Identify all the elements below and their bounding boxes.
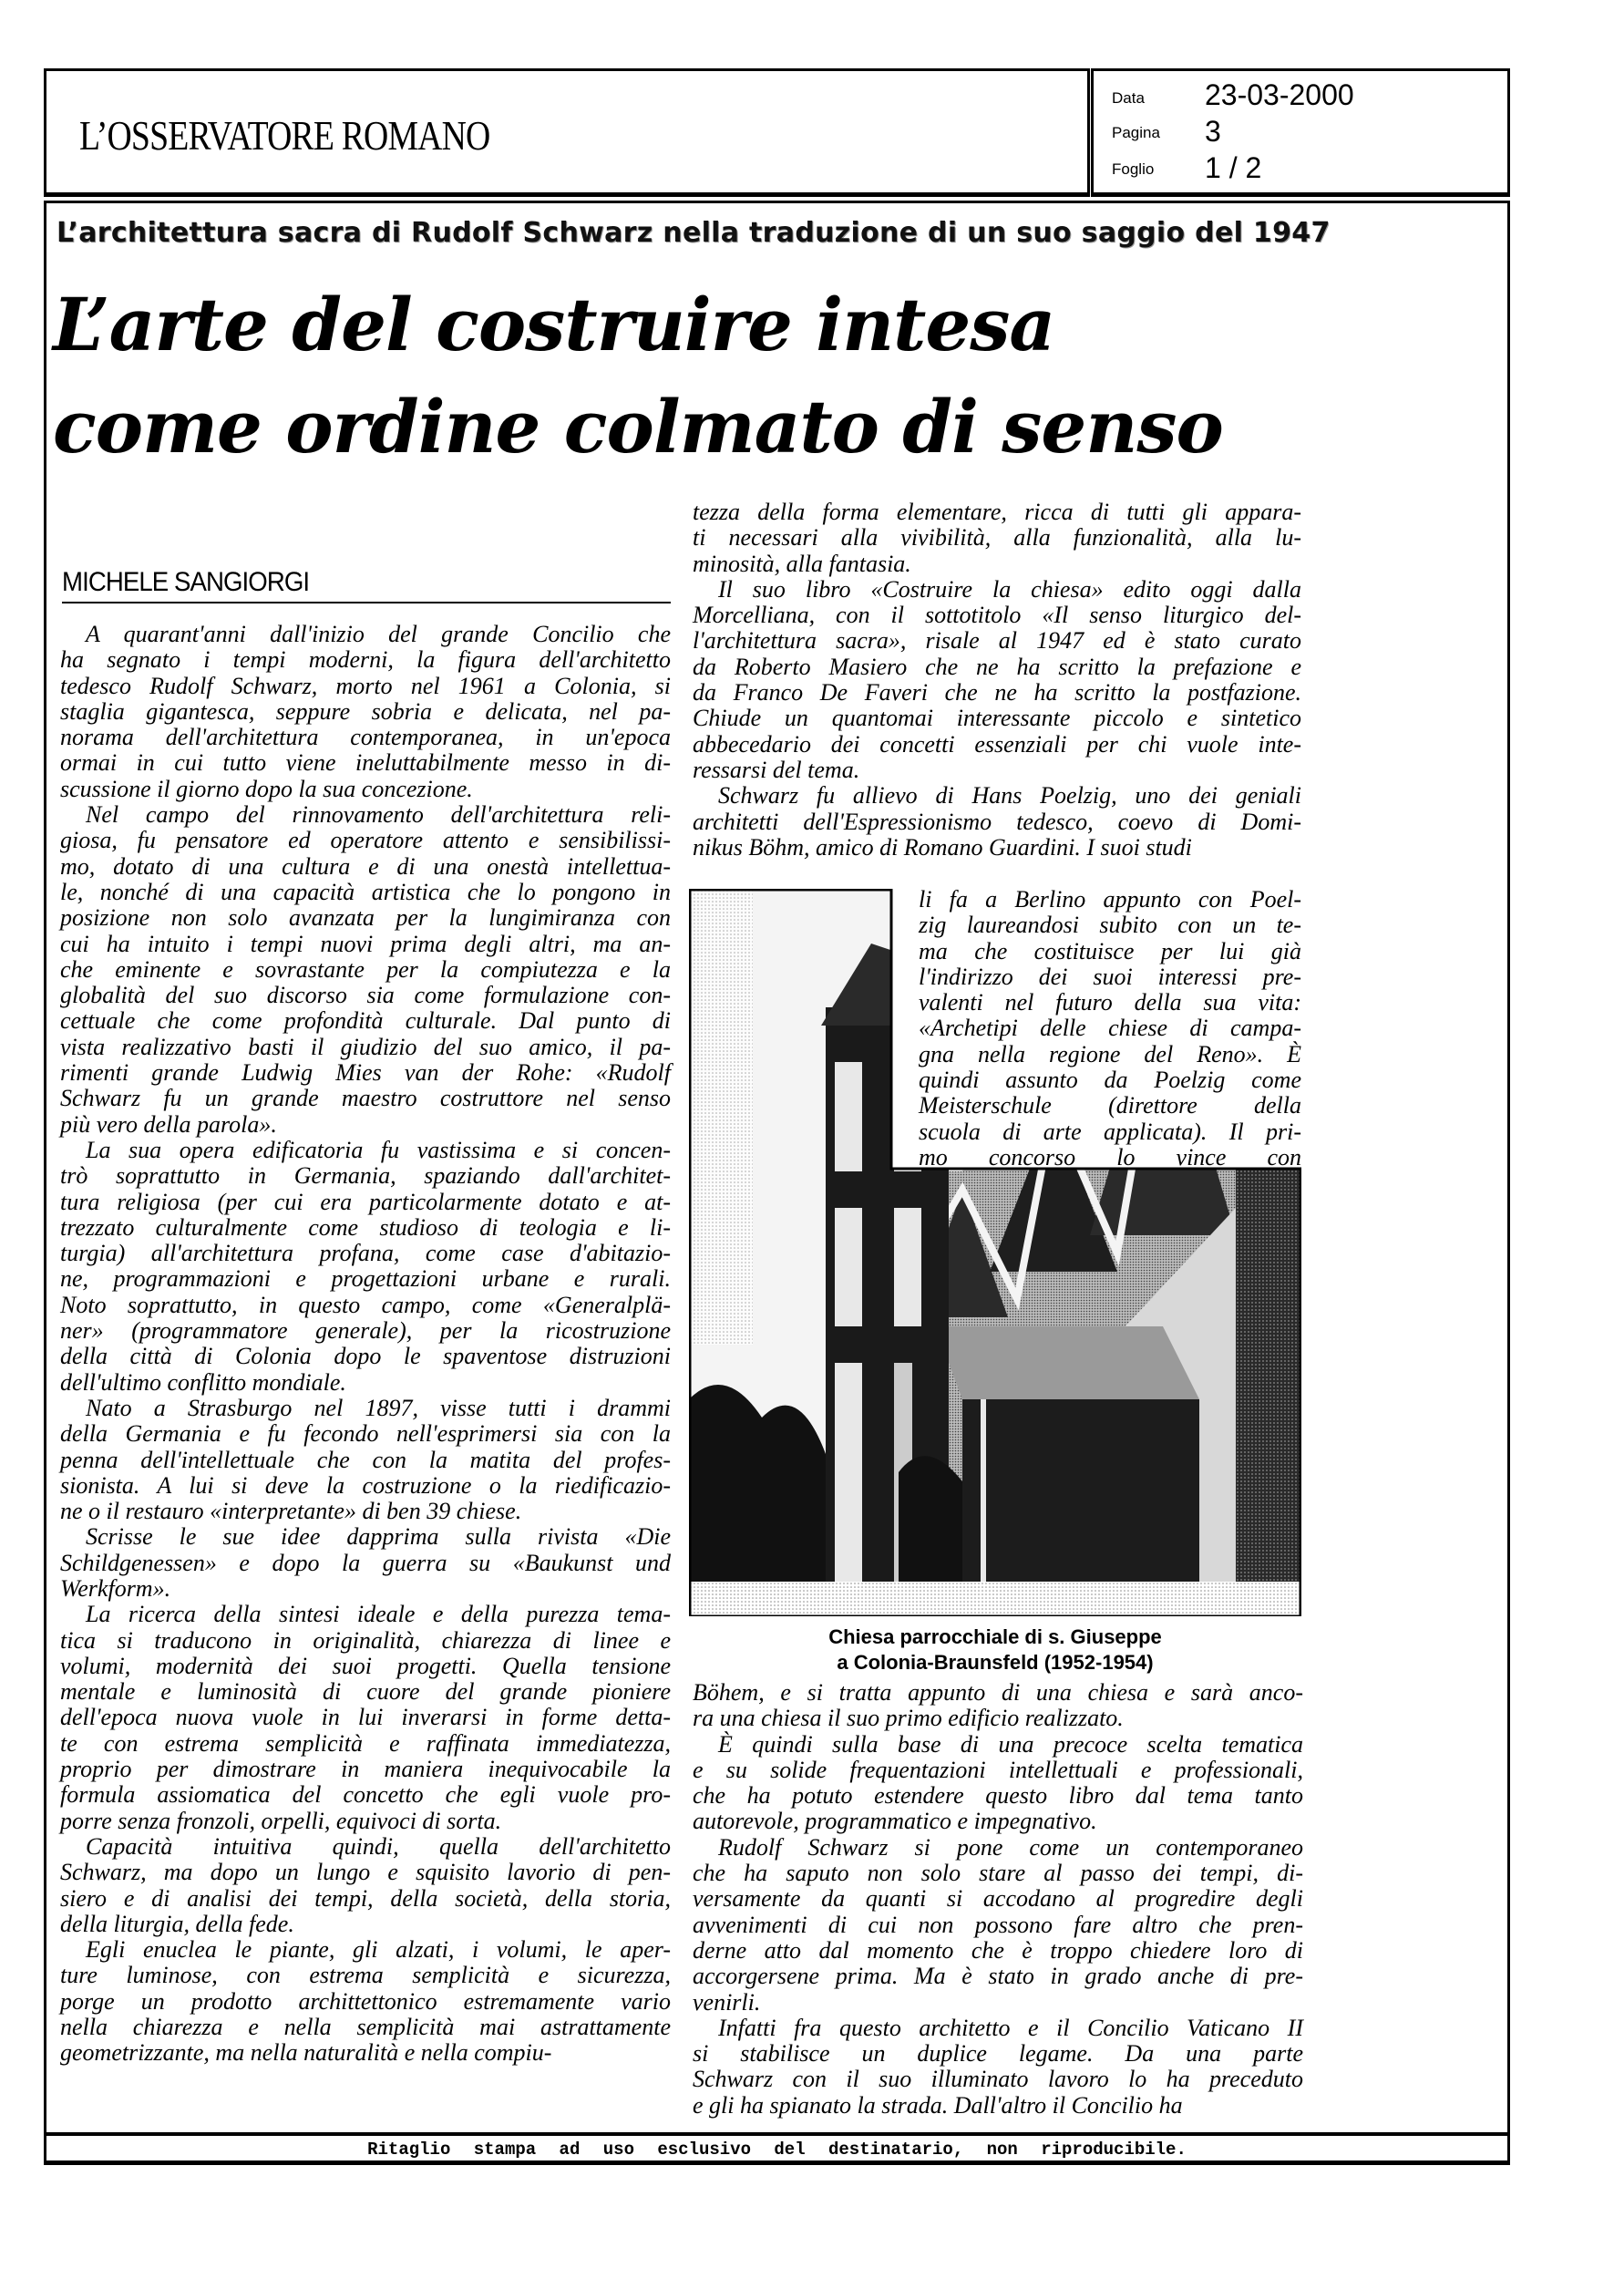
meta-row-page <box>1112 117 1495 153</box>
headline-line-2: come ordine colmato di senso <box>53 384 1223 469</box>
text-line: zig laureandosi subito con un te- <box>919 912 1301 939</box>
text-line: tica si traducono in originalità, chiarezza di linee e <box>60 1626 671 1654</box>
text-line: volumi, modernità dei suoi progetti. Quella tensione <box>60 1652 671 1679</box>
text-line: rimenti grande Ludwig Mies van der Rohe: «Rudolf <box>60 1059 671 1087</box>
text-line: ressarsi del tema. <box>693 756 860 783</box>
text-line: Rudolf Schwarz si pone come un contemporaneo <box>718 1833 1303 1861</box>
paragraph <box>693 577 1301 783</box>
meta-row-date <box>1112 78 1495 115</box>
text-line: proprio per dimostrare in maniera inequivocabile la <box>60 1756 671 1783</box>
text-line: accorgersene prima. Ma è stato in grado anche di pre- <box>693 1963 1303 1990</box>
text-line: porge un prodotto archittettonico estremamente vario <box>60 1987 671 2015</box>
text-line: penna dell'intellettuale che con la matita del profes- <box>60 1446 671 1473</box>
text-line: Böhem, e si tratta appunto di una chiesa e sarà anco- <box>693 1679 1303 1706</box>
text-line: mentale e luminosità di cuore del grande pioniere <box>60 1678 671 1706</box>
text-line: Nato a Strasburgo nel 1897, visse tutti i drammi <box>86 1394 671 1421</box>
text-line: tura religiosa (per cui era particolarmente dotato e at- <box>60 1188 671 1215</box>
right-column-bottom <box>693 1680 1303 2119</box>
text-line: più vero della parola». <box>60 1110 277 1138</box>
text-line: Morcelliana, con il sottotitolo «Il senso liturgico del- <box>693 602 1301 629</box>
text-line: giosa, fu pensatore ed operatore attento e sensibilissi- <box>60 827 671 854</box>
masthead-box <box>44 68 1090 197</box>
text-line: Schwarz, ma dopo un lungo e squisito lavorio di pen- <box>60 1859 671 1886</box>
text-line: Meisterschule (direttore della <box>919 1092 1301 1119</box>
text-line: minosità, alla fantasia. <box>693 550 911 577</box>
text-line: si stabilisce un duplice legame. Da una parte <box>693 2040 1303 2068</box>
page-value: 3 <box>1205 115 1221 148</box>
caption-line-2: a Colonia-Braunsfeld (1952-1954) <box>837 1651 1154 1674</box>
text-line: scussione il giorno dopo la sua concezione. <box>60 775 473 802</box>
paragraph <box>60 622 671 802</box>
text-line: che ha potuto estendere questo libro dal tema tanto <box>693 1782 1303 1810</box>
text-line: Il suo libro «Costruire la chiesa» edito oggi dalla <box>718 575 1301 603</box>
paragraph <box>60 1138 671 1396</box>
text-line: nella chiarezza e nella semplicità mai astrattamente <box>60 2014 671 2041</box>
text-line: cui ha intuito i tempi nuovi prima degli altri, ma an- <box>60 930 671 957</box>
meta-row-sheet <box>1112 153 1495 190</box>
text-line: A quarant'anni dall'inizio del grande Concilio che <box>86 621 671 647</box>
text-line: Nel campo del rinnovamento dell'architettura reli- <box>86 801 671 829</box>
paragraph <box>60 1834 671 1937</box>
text-line: Chiude un quantomai interessante piccolo e sintetico <box>693 705 1301 732</box>
text-line: e su solide frequentazioni intellettuali e professionali, <box>693 1756 1303 1783</box>
text-line: te con estrema semplicità e raffinata immediatezza, <box>60 1729 671 1757</box>
right-column-wrap <box>919 887 1301 1170</box>
text-line: scuola di arte applicata). Il pri- <box>919 1118 1301 1145</box>
paragraph <box>60 1602 671 1834</box>
left-column <box>60 622 671 2067</box>
sheet-value: 1 / 2 <box>1205 151 1262 184</box>
text-line: Schwarz fu allievo di Hans Poelzig, uno dei geniali <box>718 782 1301 810</box>
paragraph <box>60 1524 671 1602</box>
text-line: mo concorso lo vince con <box>919 1143 1301 1170</box>
text-line: vista realizzativo basti il giudizio del suo amico, il pa- <box>60 1033 671 1060</box>
text-line: che ha saputo non solo stare al passo dei tempi, di- <box>693 1860 1303 1887</box>
text-line: ormai in cui tutto viene ineluttabilmente messo in di- <box>60 749 671 777</box>
text-line: della città di Colonia dopo le spaventose distruzioni <box>60 1343 671 1370</box>
text-line: ma che costituisce per lui già <box>919 937 1301 964</box>
text-line: tedesco Rudolf Schwarz, morto nel 1961 a Colonia, si <box>60 672 671 699</box>
text-line: Schwarz con il suo illuminato lavoro lo ha preceduto <box>693 2066 1303 2093</box>
meta-label: Foglio <box>1112 160 1155 178</box>
text-line: abbecedario dei concetti essenziali per chi vuole inte- <box>693 730 1301 758</box>
text-line: globalità del suo discorso sia come formulazione con- <box>60 982 671 1009</box>
text-line: Infatti fra questo architetto e il Concilio Vaticano II <box>718 2014 1303 2041</box>
text-line: dell'epoca nuova vuole in lui inverarsi in forme detta- <box>60 1704 671 1731</box>
text-line: da Franco De Faveri che ne ha scritto la postfazione. <box>693 679 1301 706</box>
paragraph <box>60 1396 671 1524</box>
text-line: geometrizzante, ma nella naturalità e nella compiu- <box>60 2039 552 2067</box>
text-line: versamente da quanti si accodano al progredire degli <box>693 1885 1303 1913</box>
footer-notice: Ritaglio stampa ad uso esclusivo del destinatario, non riproducibile. <box>367 2140 1187 2160</box>
text-line: da Roberto Masiero che ne ha scritto la prefazione e <box>693 653 1301 680</box>
article-kicker: L’architettura sacra di Rudolf Schwarz nella traduzione di un suo saggio del 1947 <box>57 217 1331 249</box>
text-line: sionista. A lui si deve la costruzione o la riedificazio- <box>60 1471 671 1499</box>
paragraph <box>693 2016 1303 2119</box>
text-line: cettuale che come profondità culturale. Dal punto di <box>60 1007 671 1035</box>
text-line: La sua opera edificatoria fu vastissima e si concen- <box>86 1136 671 1163</box>
caption-line-1: Chiesa parrocchiale di s. Giuseppe <box>828 1625 1162 1648</box>
text-line: ha segnato i tempi moderni, la figura dell'architetto <box>60 646 671 674</box>
paragraph <box>693 500 1301 577</box>
paragraph <box>693 1835 1303 2016</box>
text-line: che eminente e sovrastante per la compiutezza e la <box>60 955 671 983</box>
meta-label: Data <box>1112 89 1145 107</box>
text-line: ti necessari alla vivibilità, alla funzionalità, alla lu- <box>693 524 1301 552</box>
text-line: Schwarz fu un grande maestro costruttore nel senso <box>60 1085 671 1112</box>
text-line: Scrisse le sue idee dapprima sulla rivista «Die <box>86 1523 671 1551</box>
text-line: avvenimenti di cui non possono fare altro che pren- <box>693 1911 1303 1938</box>
text-line: staglia gigantesca, seppure sobria e delicata, nel pa- <box>60 697 671 725</box>
date-value: 23-03-2000 <box>1205 78 1354 111</box>
text-line: porre senza fronzoli, orpelli, equivoci di sorta. <box>60 1807 502 1834</box>
text-line: dell'ultimo conflitto mondiale. <box>60 1368 346 1396</box>
text-line: Noto soprattutto, in questo campo, come «Generalplä- <box>60 1291 671 1318</box>
text-line: l'architettura sacra», risale al 1947 ed è stato curato <box>693 627 1301 655</box>
text-line: gna nella regione del Reno». È <box>919 1040 1301 1067</box>
text-line: formula assiomatica del concetto che egli vuole pro- <box>60 1781 671 1809</box>
text-line: siero e di analisi dei tempi, della società, della storia, <box>60 1884 671 1912</box>
text-line: li fa a Berlino appunto con Poel- <box>919 886 1301 913</box>
text-line: e gli ha spianato la strada. Dall'altro il Concilio ha <box>693 2091 1183 2119</box>
paragraph <box>693 1732 1303 1835</box>
text-line: turgia) all'architettura profana, come case d'abitazio- <box>60 1240 671 1267</box>
paragraph <box>693 783 1301 861</box>
text-line: norama dell'architettura contemporanea, in un'epoca <box>60 724 671 751</box>
text-line: posizione non solo avanzata per la lungimiranza con <box>60 904 671 932</box>
paragraph <box>60 1937 671 2066</box>
text-line: venirli. <box>693 1988 761 2016</box>
text-line: È quindi sulla base di una precoce scelta tematica <box>718 1730 1303 1758</box>
text-line: ture luminose, con estrema semplicità e sicurezza, <box>60 1962 671 1989</box>
byline: MICHELE SANGIORGI <box>62 567 310 597</box>
text-line: della liturgia, della fede. <box>60 1910 294 1937</box>
paragraph <box>693 1680 1303 1732</box>
text-line: Schildgenessen» e dopo la guerra su «Baukunst und <box>60 1549 671 1576</box>
text-line: valenti nel futuro della sua vita: <box>919 989 1301 1016</box>
meta-label: Pagina <box>1112 124 1160 141</box>
paragraph <box>919 887 1301 1170</box>
text-line: Egli enuclea le piante, gli alzati, i volumi, le aper- <box>86 1936 671 1964</box>
byline-rule <box>62 602 671 603</box>
text-line: ner» (programmatore generale), per la ricostruzione <box>60 1317 671 1345</box>
text-line: autorevole, programmatico e impegnativo. <box>693 1808 1097 1835</box>
text-line: l'indirizzo dei suoi interessi pre- <box>919 963 1301 990</box>
text-line: le, nonché di una capacità artistica che lo pongono in <box>60 878 671 905</box>
text-line: ne o il restauro «interpretante» di ben 39 chiese. <box>60 1498 522 1525</box>
meta-box <box>1091 68 1510 197</box>
headline-line-1: L’arte del costruire intesa <box>53 282 1055 367</box>
text-line: nikus Böhm, amico di Romano Guardini. I suoi studi <box>693 833 1192 861</box>
text-line: quindi assunto da Poelzig come <box>919 1067 1301 1094</box>
text-line: Werkform». <box>60 1574 171 1602</box>
text-line: trò soprattutto in Germania, spaziando dall'architet- <box>60 1162 671 1190</box>
text-line: «Archetipi delle chiese di campa- <box>919 1015 1301 1042</box>
text-line: della Germania e fu fecondo nell'esprimersi sia con la <box>60 1420 671 1448</box>
text-line: ne, programmazioni e progettazioni urbane e rurali. <box>60 1265 671 1293</box>
text-line: tezza della forma elementare, ricca di tutti gli appara- <box>693 499 1301 525</box>
text-line: trezzato culturalmente come studioso di teologia e li- <box>60 1213 671 1241</box>
text-line: mo, dotato di una cultura e di una onestà intellettua- <box>60 852 671 880</box>
footer-box <box>44 2133 1510 2165</box>
text-line: La ricerca della sintesi ideale e della purezza tema- <box>86 1601 671 1628</box>
photo-caption <box>689 1624 1301 1676</box>
text-line: ra una chiesa il suo primo edificio realizzato. <box>693 1705 1124 1732</box>
text-line: derne atto dal momento che è troppo chiedere loro di <box>693 1936 1303 1964</box>
text-line: Capacità intuitiva quindi, quella dell'architetto <box>86 1832 671 1860</box>
publication-name: L’OSSERVATORE ROMANO <box>79 112 490 159</box>
text-line: architetti dell'Espressionismo tedesco, coevo di Domi- <box>693 808 1301 835</box>
right-column-top <box>693 500 1301 861</box>
paragraph <box>60 802 671 1138</box>
